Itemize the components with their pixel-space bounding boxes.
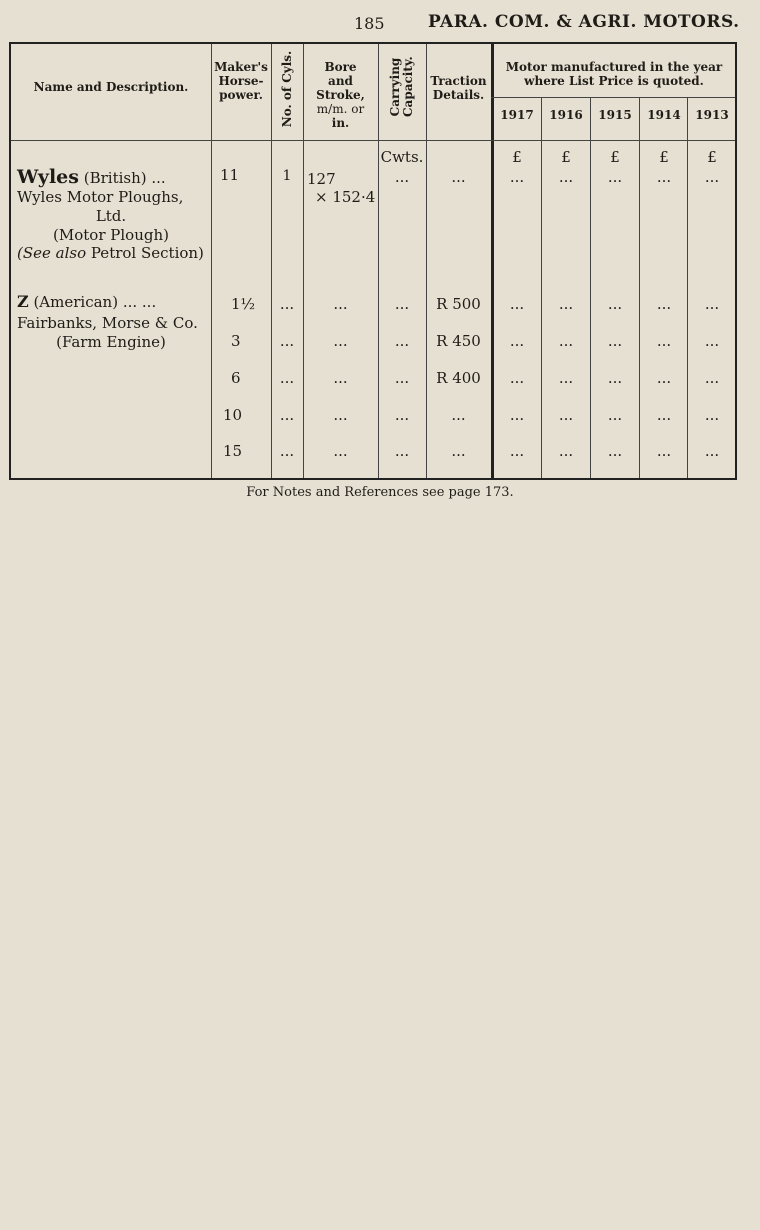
z-1917: ... <box>509 442 525 460</box>
z-traction: R 500 <box>436 295 481 313</box>
z-1915: ... <box>607 406 623 424</box>
z-bore: ... <box>333 406 348 424</box>
currency-1914: £ <box>659 148 669 166</box>
z-1916: ... <box>558 406 574 424</box>
z-cyls: ... <box>279 406 295 424</box>
z-1915: ... <box>607 369 623 387</box>
z-bore: ... <box>333 332 348 350</box>
col-traction-header: Traction Details. <box>430 74 487 102</box>
z-traction: R 400 <box>436 369 481 387</box>
z-bore: ... <box>333 442 348 460</box>
z-1915: ... <box>607 442 623 460</box>
z-1917: ... <box>509 406 525 424</box>
wyles-1915: ... <box>607 168 623 186</box>
currency-1913: £ <box>707 148 717 166</box>
z-traction: R 450 <box>436 332 481 350</box>
col-bore-header: Bore and Stroke, m/m. or in. <box>316 60 365 130</box>
year-1913: 1913 <box>695 108 729 122</box>
maker-name: Wyles <box>17 166 79 188</box>
z-1917: ... <box>509 332 525 350</box>
footer-note: For Notes and References see page 173. <box>246 485 514 500</box>
wyles-1913: ... <box>704 168 720 186</box>
z-maker-line <box>17 292 156 311</box>
carrying-unit: Cwts. <box>380 148 424 166</box>
col-carrying-header: Carrying Capacity. <box>388 56 415 117</box>
wyles-traction: ... <box>451 168 466 186</box>
z-1916: ... <box>558 295 574 313</box>
z-hp: 1½ <box>231 295 256 313</box>
z-traction: ... <box>451 442 466 460</box>
wyles-cyls: 1 <box>282 168 292 184</box>
group-rule <box>491 97 735 98</box>
z-1913: ... <box>704 369 720 387</box>
z-carrying: ... <box>394 442 410 460</box>
z-hp: 3 <box>231 332 241 350</box>
wyles-1914: ... <box>656 168 672 186</box>
z-1913: ... <box>704 442 720 460</box>
wyles-1916: ... <box>558 168 574 186</box>
year-1916: 1916 <box>549 108 583 122</box>
z-type: (Farm Engine) <box>56 333 166 351</box>
z-carrying: ... <box>394 406 410 424</box>
year-1917: 1917 <box>500 108 534 122</box>
z-cyls: ... <box>279 332 295 350</box>
wyles-carrying: ... <box>394 168 410 186</box>
col-motor-year-header: Motor manufactured in the year where List Price is quoted. <box>505 60 723 88</box>
z-1914: ... <box>656 332 672 350</box>
currency-1916: £ <box>561 148 571 166</box>
rule <box>211 44 212 478</box>
z-1914: ... <box>656 442 672 460</box>
wyles-hp: 11 <box>220 166 240 184</box>
z-1915: ... <box>607 295 623 313</box>
z-1915: ... <box>607 332 623 350</box>
z-1913: ... <box>704 406 720 424</box>
z-1914: ... <box>656 369 672 387</box>
specifications-table <box>9 42 737 480</box>
z-1917: ... <box>509 295 525 313</box>
page-number: 185 <box>354 14 385 33</box>
z-1913: ... <box>704 295 720 313</box>
wyles-1917: ... <box>509 168 525 186</box>
wyles-company: Wyles Motor Ploughs, <box>17 188 184 206</box>
z-bore: ... <box>333 295 348 313</box>
wyles-maker-line <box>17 166 166 188</box>
z-1916: ... <box>558 369 574 387</box>
year-1915: 1915 <box>598 108 632 122</box>
z-hp: 10 <box>223 406 243 424</box>
z-bore: ... <box>333 369 348 387</box>
z-cyls: ... <box>279 442 295 460</box>
col-hp-header: Maker's Horse- power. <box>214 60 268 102</box>
z-cyls: ... <box>279 295 295 313</box>
z-1916: ... <box>558 442 574 460</box>
z-hp: 15 <box>223 442 243 460</box>
maker-origin: (American) ... ... <box>28 293 157 311</box>
col-cyls-header: No. of Cyls. <box>280 50 294 128</box>
maker-origin: (British) ... <box>78 169 166 187</box>
wyles-see-also <box>17 244 204 262</box>
col-name-header: Name and Description. <box>33 80 189 94</box>
z-carrying: ... <box>394 332 410 350</box>
running-head: PARA. COM. & AGRI. MOTORS. <box>428 12 740 32</box>
z-1913: ... <box>704 332 720 350</box>
z-hp: 6 <box>231 369 241 387</box>
z-1914: ... <box>656 406 672 424</box>
year-1914: 1914 <box>647 108 681 122</box>
wyles-bore: 127 <box>307 170 336 188</box>
wyles-stroke: × 152·4 <box>315 188 376 206</box>
header-rule <box>11 140 735 141</box>
z-1917: ... <box>509 369 525 387</box>
z-cyls: ... <box>279 369 295 387</box>
z-1914: ... <box>656 295 672 313</box>
wyles-type: (Motor Plough) <box>53 226 169 244</box>
z-carrying: ... <box>394 369 410 387</box>
z-1916: ... <box>558 332 574 350</box>
currency-1915: £ <box>610 148 620 166</box>
see-also-text: (See also <box>17 244 87 262</box>
z-traction: ... <box>451 406 466 424</box>
wyles-company-ltd: Ltd. <box>95 207 127 225</box>
z-carrying: ... <box>394 295 410 313</box>
maker-name: Z <box>17 292 29 311</box>
z-company: Fairbanks, Morse & Co. <box>17 314 198 332</box>
see-also-target: Petrol Section) <box>86 244 204 262</box>
currency-1917: £ <box>512 148 522 166</box>
